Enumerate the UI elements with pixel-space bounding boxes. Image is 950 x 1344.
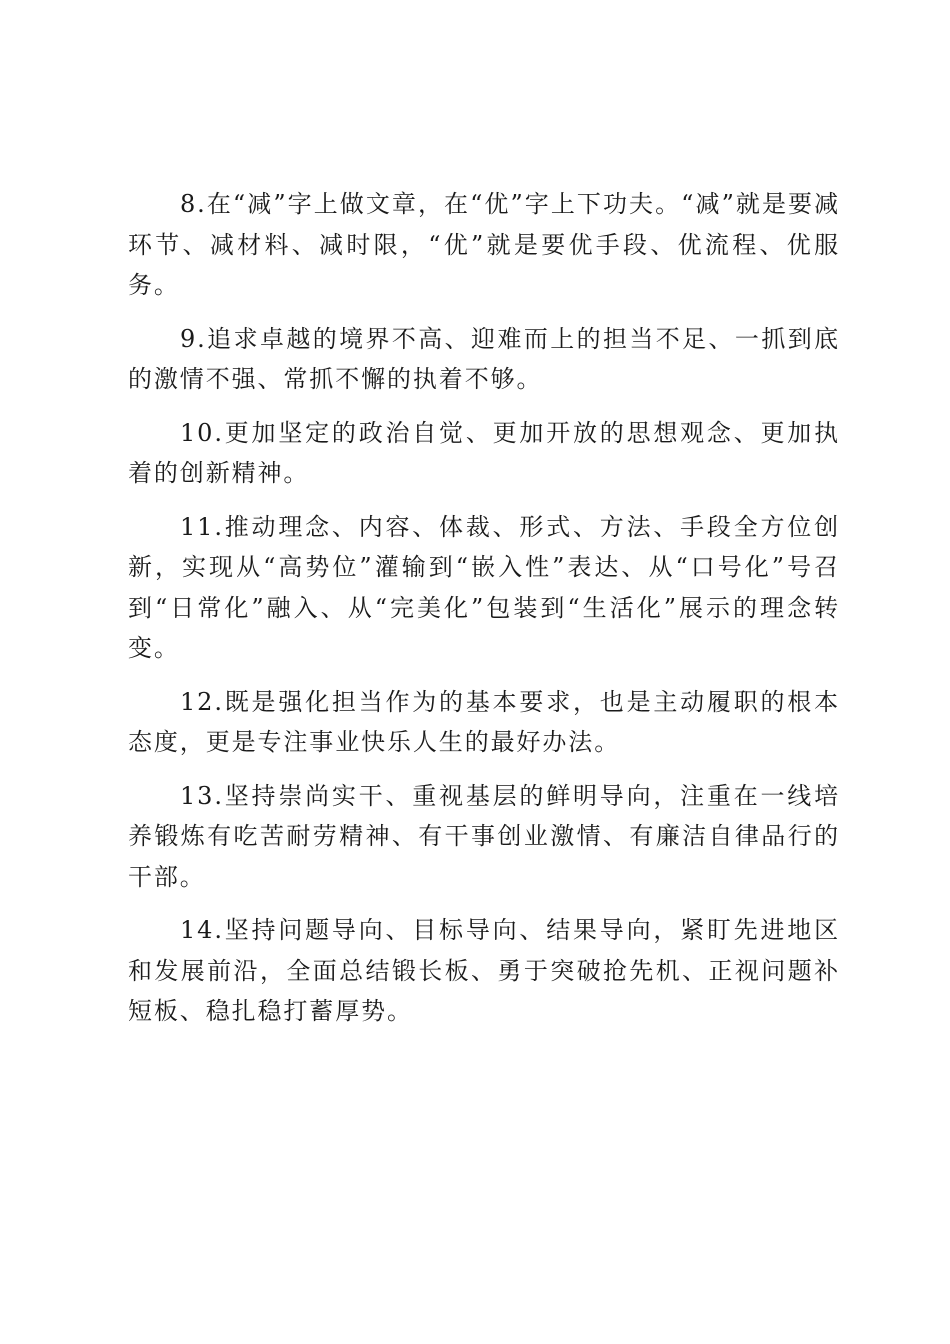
- paragraph-14: 14.坚持问题导向、目标导向、结果导向，紧盯先进地区和发展前沿，全面总结锻长板、勇于突破抢先机、正视问题补短板、稳扎稳打蓄厚势。: [128, 916, 840, 1025]
- paragraph-11: 11.推动理念、内容、体裁、形式、方法、手段全方位创新，实现从“高势位”灌输到“嵌入性”表达、从“口号化”号召到“日常化”融入、从“完美化”包装到“生活化”展示的理念转变。: [128, 512, 840, 662]
- paragraph-8: 8.在“减”字上做文章，在“优”字上下功夫。“减”就是要减环节、减材料、减时限，“优”就是要优手段、优流程、优服务。: [128, 190, 840, 299]
- paragraph-13: 13.坚持崇尚实干、重视基层的鲜明导向，注重在一线培养锻炼有吃苦耐劳精神、有干事创业激情、有廉洁自律品行的干部。: [128, 781, 840, 891]
- paragraph-10: 10.更加坚定的政治自觉、更加开放的思想观念、更加执着的创新精神。: [128, 418, 840, 487]
- paragraph-12: 12.既是强化担当作为的基本要求，也是主动履职的根本态度，更是专注事业快乐人生的最好办法。: [128, 687, 840, 756]
- document-page: [128, 184, 840, 1045]
- paragraph-9: 9.追求卓越的境界不高、迎难而上的担当不足、一抓到底的激情不强、常抓不懈的执着不够。: [128, 324, 840, 393]
